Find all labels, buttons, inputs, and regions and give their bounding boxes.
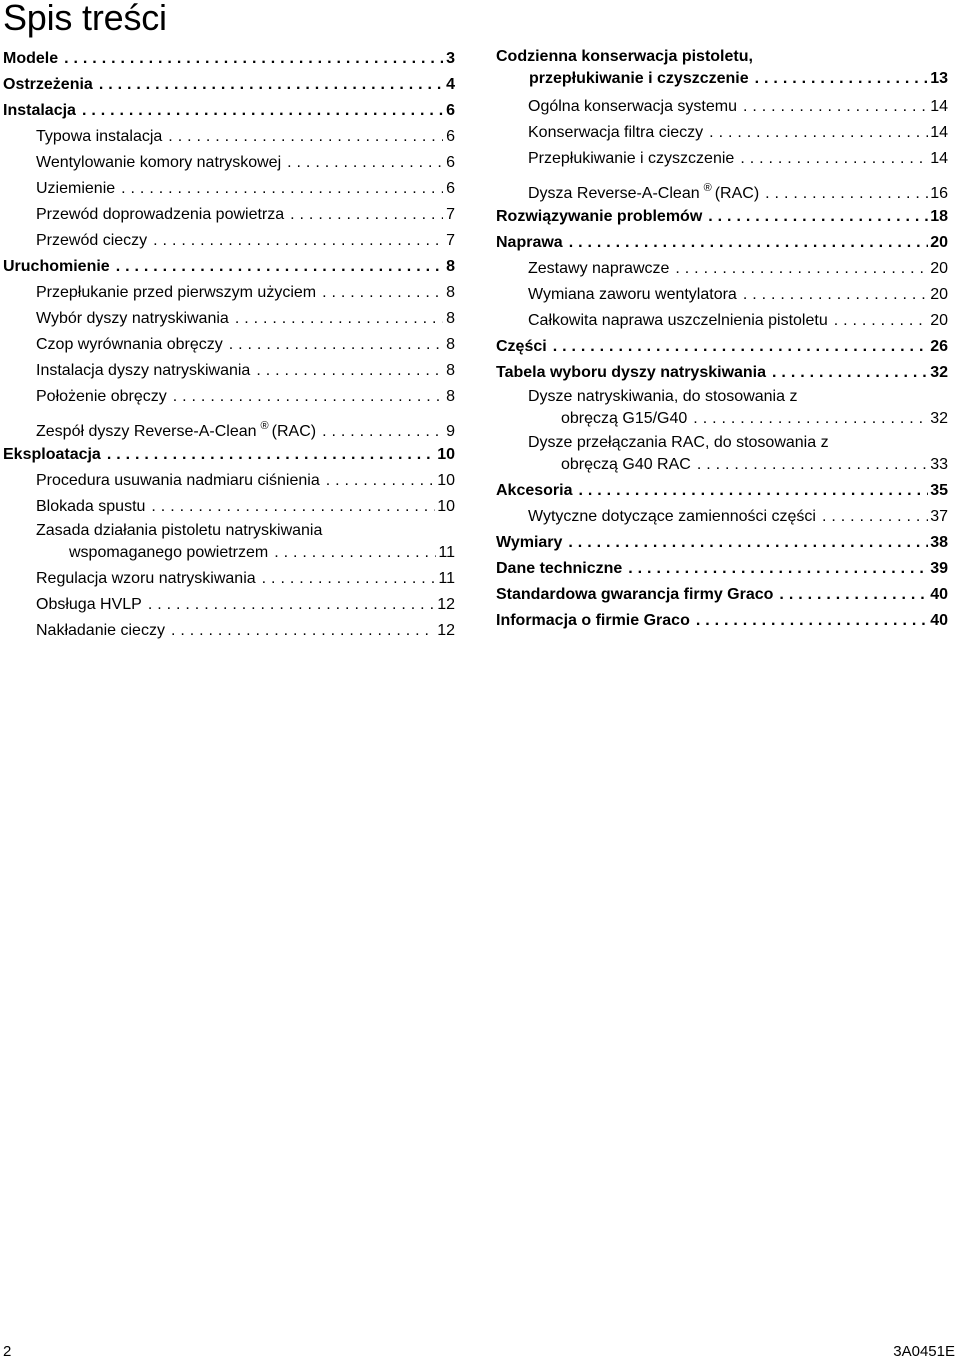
- toc-entry-zespol-rac[interactable]: [3, 410, 455, 442]
- toc-leader-dots: [168, 124, 443, 150]
- toc-entry-label-line2: obręczą G40 RAC: [561, 456, 691, 473]
- toc-leader-dots: [579, 478, 929, 504]
- toc-entry-page: 6: [446, 102, 455, 119]
- registered-mark: ®: [703, 182, 712, 194]
- toc-entry-codzienna-konserwacja[interactable]: [496, 46, 948, 94]
- toc-entry-page: 8: [446, 258, 455, 275]
- toc-entry-page: 11: [438, 544, 455, 561]
- toc-entry-page: 12: [437, 596, 455, 613]
- toc-entry-label: Procedura usuwania nadmiaru ciśnienia: [36, 472, 320, 489]
- toc-leader-dots: [322, 280, 443, 306]
- toc-entry-dane-techniczne[interactable]: [496, 556, 948, 582]
- toc-entry-label: Położenie obręczy: [36, 388, 167, 405]
- toc-entry-page: 35: [930, 482, 948, 499]
- toc-entry-procedura[interactable]: [3, 468, 455, 494]
- toc-leader-dots: [568, 530, 928, 556]
- toc-entry-przeplukiwanie[interactable]: [496, 146, 948, 172]
- toc-leader-dots: [274, 542, 436, 564]
- toc-entry-calkowita-naprawa[interactable]: [496, 308, 948, 334]
- toc-entry-label: Instalacja: [3, 102, 76, 119]
- footer-doc-code: 3A0451E: [893, 1343, 955, 1360]
- toc-leader-dots: [153, 228, 443, 254]
- toc-entry-page: 10: [437, 446, 455, 463]
- toc-leader-dots: [107, 442, 435, 468]
- toc-entry-page: 20: [930, 286, 948, 303]
- toc-entry-page: 20: [930, 260, 948, 277]
- toc-leader-dots: [696, 608, 928, 634]
- toc-entry-page: 6: [446, 154, 455, 171]
- toc-leader-dots: [171, 618, 435, 644]
- toc-entry-page: 40: [930, 612, 948, 629]
- toc-leader-dots: [173, 384, 443, 410]
- toc-left-column: [3, 46, 455, 644]
- toc-entry-page: 10: [437, 498, 455, 515]
- toc-entry-blokada[interactable]: [3, 494, 455, 520]
- toc-entry-typowa-instalacja[interactable]: [3, 124, 455, 150]
- toc-entry-page: 6: [446, 128, 455, 145]
- toc-entry-label: Obsługa HVLP: [36, 596, 142, 613]
- toc-leader-dots: [743, 94, 928, 120]
- toc-entry-page: 4: [446, 76, 455, 93]
- toc-entry-rozwiazywanie[interactable]: [496, 204, 948, 230]
- toc-entry-label: Wybór dyszy natryskiwania: [36, 310, 229, 327]
- toc-entry-label: Modele: [3, 50, 59, 67]
- toc-leader-dots: [569, 230, 929, 256]
- toc-entry-label-part: Zespół dyszy Reverse-A-Clean: [36, 423, 257, 440]
- toc-entry-page: 7: [446, 232, 455, 249]
- toc-entry-page: 33: [930, 456, 948, 473]
- toc-entry-label: Konserwacja filtra cieczy: [528, 124, 704, 141]
- toc-entry-wymiana-zaworu[interactable]: [496, 282, 948, 308]
- toc-entry-page: 8: [446, 362, 455, 379]
- toc-leader-dots: [64, 46, 443, 72]
- toc-leader-dots: [290, 202, 443, 228]
- toc-entry-label: Przewód doprowadzenia powietrza: [36, 206, 285, 223]
- toc-entry-page: 32: [930, 364, 948, 381]
- toc-entry-page: 8: [446, 310, 455, 327]
- toc-entry-label: Wymiana zaworu wentylatora: [528, 286, 737, 303]
- toc-leader-dots: [675, 256, 928, 282]
- toc-right-column: [496, 46, 948, 634]
- toc-entry-label: Rozwiązywanie problemów: [496, 208, 703, 225]
- toc-leader-dots: [779, 582, 928, 608]
- registered-mark: ®: [260, 420, 269, 432]
- toc-entry-label: Blokada spustu: [36, 498, 146, 515]
- toc-entry-label: Wytyczne dotyczące zamienności części: [528, 508, 816, 525]
- toc-entry-zasada-dzialania[interactable]: [3, 520, 455, 566]
- toc-leader-dots: [235, 306, 443, 332]
- toc-entry-label: Eksploatacja: [3, 446, 101, 463]
- toc-entry-label: Regulacja wzoru natryskiwania: [36, 570, 256, 587]
- toc-entry-dysza-rac[interactable]: [496, 172, 948, 204]
- toc-entry-modele[interactable]: [3, 46, 455, 72]
- toc-leader-dots: [822, 504, 928, 530]
- toc-entry-akcesoria[interactable]: [496, 478, 948, 504]
- toc-leader-dots: [553, 334, 929, 360]
- toc-entry-page: 3: [446, 50, 455, 67]
- toc-entry-label: Przepłukanie przed pierwszym użyciem: [36, 284, 317, 301]
- toc-entry-page: 40: [930, 586, 948, 603]
- toc-entry-konserwacja-filtra[interactable]: [496, 120, 948, 146]
- toc-entry-label-part: (RAC): [714, 185, 760, 202]
- toc-entry-wybor-dyszy[interactable]: [3, 306, 455, 332]
- toc-entry-page: 16: [930, 185, 948, 202]
- toc-entry-page: 10: [437, 472, 455, 489]
- toc-entry-tabela-wyboru[interactable]: [496, 360, 948, 386]
- toc-entry-page: 39: [930, 560, 948, 577]
- toc-entry-label: Tabela wyboru dyszy natryskiwania: [496, 364, 767, 381]
- toc-entry-page: 8: [446, 284, 455, 301]
- toc-leader-dots: [755, 68, 929, 90]
- toc-entry-label-line2: przepłukiwanie i czyszczenie: [529, 70, 749, 87]
- toc-leader-dots: [708, 204, 928, 230]
- toc-leader-dots: [82, 98, 443, 124]
- toc-leader-dots: [772, 360, 928, 386]
- toc-entry-label: Ostrzeżenia: [3, 76, 93, 93]
- toc-entry-hvlp[interactable]: [3, 592, 455, 618]
- toc-entry-uziemienie[interactable]: [3, 176, 455, 202]
- toc-entry-wytyczne[interactable]: [496, 504, 948, 530]
- toc-entry-instalacja[interactable]: [3, 98, 455, 124]
- toc-entry-page: 14: [930, 124, 948, 141]
- toc-leader-dots: [262, 566, 437, 592]
- toc-entry-label: Uziemienie: [36, 180, 116, 197]
- toc-entry-uruchomienie[interactable]: [3, 254, 455, 280]
- toc-entry-naprawa[interactable]: [496, 230, 948, 256]
- toc-entry-label: Instalacja dyszy natryskiwania: [36, 362, 251, 379]
- toc-entry-page: 26: [930, 338, 948, 355]
- toc-entry-label-line2: wspomaganego powietrzem: [69, 544, 269, 561]
- toc-leader-dots: [256, 358, 443, 384]
- toc-entry-page: 7: [446, 206, 455, 223]
- toc-leader-dots: [287, 150, 443, 176]
- toc-entry-informacja-graco[interactable]: [496, 608, 948, 634]
- toc-entry-ostrzezenia[interactable]: [3, 72, 455, 98]
- toc-entry-czop[interactable]: [3, 332, 455, 358]
- toc-entry-page: 12: [437, 622, 455, 639]
- toc-entry-przewod-powietrza[interactable]: [3, 202, 455, 228]
- toc-entry-zestawy[interactable]: [496, 256, 948, 282]
- toc-entry-wentylowanie[interactable]: [3, 150, 455, 176]
- toc-entry-label-part: (RAC): [271, 423, 317, 440]
- toc-entry-label: Standardowa gwarancja firmy Graco: [496, 586, 774, 603]
- toc-entry-label: Uruchomienie: [3, 258, 110, 275]
- toc-leader-dots: [121, 176, 443, 202]
- toc-leader-dots: [709, 120, 928, 146]
- toc-entry-label: Części: [496, 338, 547, 355]
- toc-entry-label-line1: Dysze przełączania RAC, do stosowania z: [528, 434, 829, 451]
- toc-leader-dots: [740, 146, 928, 172]
- toc-entry-page: 9: [446, 423, 455, 440]
- footer-page-number: 2: [3, 1343, 12, 1360]
- toc-entry-label: Całkowita naprawa uszczelnienia pistoletu: [528, 312, 828, 329]
- toc-leader-dots: [99, 72, 443, 98]
- toc-entry-label-line1: Zasada działania pistoletu natryskiwania: [36, 522, 323, 539]
- toc-leader-dots: [148, 592, 435, 618]
- toc-leader-dots: [151, 494, 435, 520]
- toc-entry-page: 32: [930, 410, 948, 427]
- toc-entry-label: Przewód cieczy: [36, 232, 148, 249]
- toc-entry-label: Akcesoria: [496, 482, 573, 499]
- toc-entry-label: Przepłukiwanie i czyszczenie: [528, 150, 735, 167]
- toc-entry-eksploatacja[interactable]: [3, 442, 455, 468]
- toc-leader-dots: [834, 308, 928, 334]
- toc-entry-page: 14: [930, 150, 948, 167]
- toc-entry-nakladanie[interactable]: [3, 618, 455, 644]
- toc-entry-label: Naprawa: [496, 234, 563, 251]
- toc-entry-label-line2: obręczą G15/G40: [561, 410, 688, 427]
- toc-entry-przewod-cieczy[interactable]: [3, 228, 455, 254]
- toc-entry-label: Ogólna konserwacja systemu: [528, 98, 737, 115]
- page-title: Spis treści: [3, 0, 167, 38]
- toc-entry-label-line1: Codzienna konserwacja pistoletu,: [496, 48, 753, 65]
- toc-entry-page: 20: [930, 312, 948, 329]
- toc-entry-wymiary[interactable]: [496, 530, 948, 556]
- toc-entry-regulacja[interactable]: [3, 566, 455, 592]
- toc-entry-dysze-przelaczania[interactable]: [496, 432, 948, 478]
- toc-entry-ogolna-konserwacja[interactable]: [496, 94, 948, 120]
- toc-entry-label-line1: Dysze natryskiwania, do stosowania z: [528, 388, 798, 405]
- toc-entry-label-part: Dysza Reverse-A-Clean: [528, 185, 700, 202]
- toc-entry-page: 11: [438, 570, 455, 587]
- toc-entry-czesci[interactable]: [496, 334, 948, 360]
- toc-entry-label: Wentylowanie komory natryskowej: [36, 154, 282, 171]
- toc-leader-dots: [693, 408, 928, 430]
- toc-entry-polozenie-obreczy[interactable]: [3, 384, 455, 410]
- toc-leader-dots: [229, 332, 443, 358]
- toc-entry-page: 14: [930, 98, 948, 115]
- toc-entry-przeplukanie[interactable]: [3, 280, 455, 306]
- toc-entry-label: Zestawy naprawcze: [528, 260, 670, 277]
- toc-entry-page: 13: [930, 70, 948, 87]
- toc-entry-page: 8: [446, 336, 455, 353]
- toc-leader-dots: [116, 254, 443, 280]
- toc-entry-page: 38: [930, 534, 948, 551]
- toc-entry-label: Czop wyrównania obręczy: [36, 336, 223, 353]
- toc-leader-dots: [628, 556, 928, 582]
- toc-entry-page: 18: [930, 208, 948, 225]
- toc-entry-label: Informacja o firmie Graco: [496, 612, 690, 629]
- toc-entry-page: 20: [930, 234, 948, 251]
- toc-entry-label: Dane techniczne: [496, 560, 623, 577]
- toc-entry-page: 8: [446, 388, 455, 405]
- toc-entry-instalacja-dyszy[interactable]: [3, 358, 455, 384]
- toc-entry-label: Nakładanie cieczy: [36, 622, 165, 639]
- toc-leader-dots: [743, 282, 928, 308]
- toc-entry-label: Wymiary: [496, 534, 563, 551]
- toc-entry-page: 37: [930, 508, 948, 525]
- toc-entry-gwarancja[interactable]: [496, 582, 948, 608]
- toc-leader-dots: [326, 468, 435, 494]
- toc-entry-dysze-natryskiwania[interactable]: [496, 386, 948, 432]
- toc-leader-dots: [697, 454, 928, 476]
- toc-entry-page: 6: [446, 180, 455, 197]
- toc-entry-label: Typowa instalacja: [36, 128, 163, 145]
